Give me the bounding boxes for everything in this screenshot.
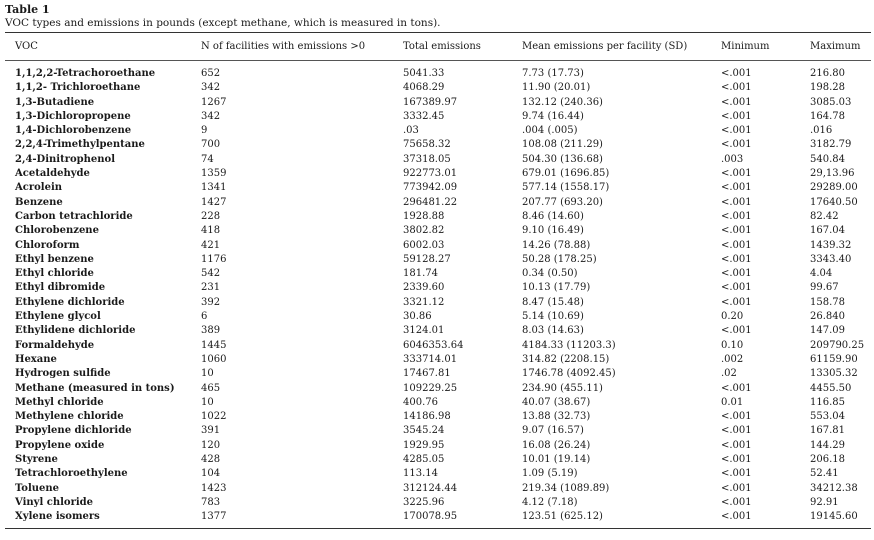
cell-voc-name: Ethyl dibromide — [15, 282, 106, 294]
table-row — [5, 239, 871, 253]
cell-total-emissions: 2339.60 — [403, 282, 445, 294]
cell-minimum: <.001 — [721, 82, 752, 94]
cell-voc-name: Styrene — [15, 454, 58, 466]
cell-total-emissions: 75658.32 — [403, 139, 451, 151]
table-row — [5, 196, 871, 210]
cell-n-facilities: 542 — [201, 268, 221, 280]
table-row — [5, 267, 871, 281]
cell-n-facilities: 10 — [201, 368, 214, 380]
cell-maximum: 99.67 — [810, 282, 839, 294]
cell-n-facilities: 465 — [201, 382, 221, 394]
cell-maximum: 209790.25 — [810, 339, 865, 351]
cell-minimum: <.001 — [721, 168, 752, 180]
table-row — [5, 424, 871, 438]
cell-maximum: 147.09 — [810, 325, 845, 337]
cell-total-emissions: 167389.97 — [403, 96, 458, 108]
cell-voc-name: Chlorobenzene — [15, 225, 99, 237]
table-row — [5, 367, 871, 381]
cell-voc-name: Toluene — [15, 482, 60, 494]
header-total-emissions: Total emissions — [403, 41, 481, 52]
table-bottom-rule — [5, 528, 871, 529]
cell-voc-name: Acrolein — [15, 182, 63, 194]
cell-n-facilities: 652 — [201, 68, 221, 79]
cell-maximum: 158.78 — [810, 296, 845, 308]
cell-voc-name: Ethylene dichloride — [15, 296, 125, 308]
cell-minimum: 0.20 — [721, 311, 744, 323]
cell-voc-name: Acetaldehyde — [15, 168, 90, 180]
cell-mean-emissions: 207.77 (693.20) — [522, 196, 603, 208]
cell-minimum: <.001 — [721, 425, 752, 437]
table-row — [5, 496, 871, 510]
cell-n-facilities: 1377 — [201, 511, 227, 523]
cell-minimum: <.001 — [721, 110, 752, 122]
cell-voc-name: Carbon tetrachloride — [15, 210, 133, 222]
table-row — [5, 324, 871, 338]
cell-total-emissions: 296481.22 — [403, 196, 458, 208]
table-row — [5, 296, 871, 310]
cell-voc-name: Chloroform — [15, 239, 80, 251]
cell-total-emissions: 170078.95 — [403, 511, 458, 523]
cell-minimum: <.001 — [721, 210, 752, 222]
table-row — [5, 253, 871, 267]
cell-voc-name: Ethylene glycol — [15, 311, 101, 323]
cell-n-facilities: 1060 — [201, 353, 227, 365]
cell-minimum: <.001 — [721, 282, 752, 294]
table-row — [5, 453, 871, 467]
cell-minimum: <.001 — [721, 96, 752, 108]
cell-maximum: 198.28 — [810, 82, 845, 94]
cell-n-facilities: 421 — [201, 239, 221, 251]
table-row — [5, 339, 871, 353]
cell-n-facilities: 418 — [201, 225, 221, 237]
cell-voc-name: Methylene chloride — [15, 411, 124, 423]
cell-mean-emissions: 504.30 (136.68) — [522, 153, 603, 165]
cell-maximum: 167.81 — [810, 425, 845, 437]
table-row — [5, 482, 871, 496]
cell-mean-emissions: 8.47 (15.48) — [522, 296, 584, 308]
cell-maximum: 116.85 — [810, 396, 845, 408]
cell-mean-emissions: 4.12 (7.18) — [522, 496, 578, 508]
cell-n-facilities: 231 — [201, 282, 221, 294]
cell-voc-name: Xylene isomers — [15, 511, 100, 523]
table-row — [5, 124, 871, 138]
table-body — [5, 67, 871, 525]
cell-maximum: 4455.50 — [810, 382, 852, 394]
cell-voc-name: Vinyl chloride — [15, 496, 93, 508]
cell-total-emissions: 6002.03 — [403, 239, 445, 251]
cell-minimum: .003 — [721, 153, 744, 165]
cell-minimum: .02 — [721, 368, 737, 380]
cell-maximum: 34212.38 — [810, 482, 858, 494]
cell-total-emissions: .03 — [403, 125, 419, 137]
cell-total-emissions: 113.14 — [403, 468, 438, 480]
cell-mean-emissions: 11.90 (20.01) — [522, 82, 591, 94]
table-label: Table 1 — [5, 3, 50, 16]
header-n-facilities: N of facilities with emissions >0 — [201, 41, 366, 52]
cell-maximum: 144.29 — [810, 439, 845, 451]
cell-maximum: 4.04 — [810, 268, 833, 280]
cell-total-emissions: 109229.25 — [403, 382, 458, 394]
cell-minimum: <.001 — [721, 454, 752, 466]
cell-maximum: 61159.90 — [810, 353, 858, 365]
table-row — [5, 382, 871, 396]
cell-voc-name: Hexane — [15, 353, 57, 365]
table-row — [5, 281, 871, 295]
table-row — [5, 153, 871, 167]
cell-voc-name: Ethylidene dichloride — [15, 325, 136, 337]
cell-minimum: <.001 — [721, 239, 752, 251]
cell-total-emissions: 3802.82 — [403, 225, 445, 237]
cell-minimum: <.001 — [721, 511, 752, 523]
cell-maximum: 167.04 — [810, 225, 845, 237]
cell-mean-emissions: 123.51 (625.12) — [522, 511, 603, 523]
cell-voc-name: Propylene oxide — [15, 439, 105, 451]
cell-total-emissions: 3545.24 — [403, 425, 445, 437]
table-row — [5, 410, 871, 424]
cell-minimum: <.001 — [721, 482, 752, 494]
cell-n-facilities: 428 — [201, 454, 221, 466]
cell-total-emissions: 3332.45 — [403, 110, 445, 122]
table-row — [5, 396, 871, 410]
cell-mean-emissions: 5.14 (10.69) — [522, 311, 584, 323]
cell-n-facilities: 120 — [201, 439, 221, 451]
table-row — [5, 81, 871, 95]
cell-minimum: <.001 — [721, 382, 752, 394]
cell-n-facilities: 9 — [201, 125, 208, 137]
cell-voc-name: 1,3-Butadiene — [15, 96, 95, 108]
cell-mean-emissions: 16.08 (26.24) — [522, 439, 591, 451]
table-row — [5, 353, 871, 367]
cell-total-emissions: 181.74 — [403, 268, 438, 280]
cell-minimum: <.001 — [721, 196, 752, 208]
table-row — [5, 110, 871, 124]
cell-maximum: 13305.32 — [810, 368, 858, 380]
table-container — [5, 3, 871, 529]
cell-total-emissions: 333714.01 — [403, 353, 458, 365]
cell-mean-emissions: 9.07 (16.57) — [522, 425, 584, 437]
cell-total-emissions: 1929.95 — [403, 439, 445, 451]
cell-total-emissions: 773942.09 — [403, 182, 458, 194]
cell-maximum: 3085.03 — [810, 96, 852, 108]
cell-n-facilities: 1341 — [201, 182, 227, 194]
cell-mean-emissions: 314.82 (2208.15) — [522, 353, 610, 365]
cell-minimum: <.001 — [721, 268, 752, 280]
cell-maximum: 3182.79 — [810, 139, 852, 151]
cell-n-facilities: 783 — [201, 496, 221, 508]
cell-total-emissions: 4068.29 — [403, 82, 445, 94]
cell-voc-name: Hydrogen sulfide — [15, 368, 111, 380]
table-row — [5, 210, 871, 224]
cell-n-facilities: 1359 — [201, 168, 227, 180]
cell-mean-emissions: 4184.33 (11203.3) — [522, 339, 616, 351]
cell-mean-emissions: .004 (.005) — [522, 125, 578, 137]
table-row — [5, 439, 871, 453]
cell-n-facilities: 700 — [201, 139, 221, 151]
cell-maximum: 82.42 — [810, 210, 839, 222]
cell-voc-name: Tetrachloroethylene — [15, 468, 128, 480]
cell-voc-name: Methane (measured in tons) — [15, 382, 175, 394]
cell-minimum: <.001 — [721, 182, 752, 194]
cell-total-emissions: 400.76 — [403, 396, 438, 408]
table-row — [5, 467, 871, 481]
cell-maximum: 3343.40 — [810, 253, 852, 265]
cell-minimum: <.001 — [721, 68, 752, 79]
cell-mean-emissions: 13.88 (32.73) — [522, 411, 591, 423]
cell-voc-name: Formaldehyde — [15, 339, 95, 351]
table-header-row — [5, 33, 871, 60]
cell-n-facilities: 342 — [201, 110, 221, 122]
cell-minimum: <.001 — [721, 496, 752, 508]
cell-maximum: 92.91 — [810, 496, 839, 508]
cell-total-emissions: 30.86 — [403, 311, 432, 323]
cell-n-facilities: 74 — [201, 153, 214, 165]
cell-mean-emissions: 7.73 (17.73) — [522, 68, 584, 79]
cell-n-facilities: 1267 — [201, 96, 227, 108]
cell-n-facilities: 1427 — [201, 196, 227, 208]
cell-mean-emissions: 14.26 (78.88) — [522, 239, 591, 251]
cell-mean-emissions: 50.28 (178.25) — [522, 253, 597, 265]
table-row — [5, 510, 871, 524]
cell-maximum: 29,13.96 — [810, 168, 855, 180]
cell-total-emissions: 3124.01 — [403, 325, 445, 337]
header-minimum: Minimum — [721, 41, 770, 52]
cell-n-facilities: 342 — [201, 82, 221, 94]
cell-n-facilities: 1423 — [201, 482, 227, 494]
cell-maximum: 29289.00 — [810, 182, 858, 194]
cell-n-facilities: 1022 — [201, 411, 227, 423]
cell-n-facilities: 391 — [201, 425, 221, 437]
cell-mean-emissions: 10.13 (17.79) — [522, 282, 591, 294]
cell-voc-name: Ethyl chloride — [15, 268, 94, 280]
cell-voc-name: 2,2,4-Trimethylpentane — [15, 139, 145, 151]
cell-total-emissions: 1928.88 — [403, 210, 445, 222]
cell-total-emissions: 312124.44 — [403, 482, 458, 494]
header-voc: VOC — [15, 41, 38, 52]
cell-mean-emissions: 679.01 (1696.85) — [522, 168, 610, 180]
cell-total-emissions: 3225.96 — [403, 496, 445, 508]
cell-minimum: <.001 — [721, 468, 752, 480]
cell-minimum: <.001 — [721, 253, 752, 265]
cell-mean-emissions: 219.34 (1089.89) — [522, 482, 610, 494]
cell-maximum: .016 — [810, 125, 833, 137]
cell-mean-emissions: 1.09 (5.19) — [522, 468, 578, 480]
cell-n-facilities: 392 — [201, 296, 221, 308]
cell-maximum: 19145.60 — [810, 511, 858, 523]
cell-mean-emissions: 8.03 (14.63) — [522, 325, 584, 337]
cell-maximum: 540.84 — [810, 153, 845, 165]
cell-minimum: <.001 — [721, 296, 752, 308]
table-row — [5, 67, 871, 81]
cell-maximum: 164.78 — [810, 110, 845, 122]
cell-mean-emissions: 1746.78 (4092.45) — [522, 368, 616, 380]
cell-total-emissions: 3321.12 — [403, 296, 445, 308]
cell-voc-name: Benzene — [15, 196, 63, 208]
cell-maximum: 206.18 — [810, 454, 845, 466]
table-row — [5, 181, 871, 195]
cell-voc-name: 1,4-Dichlorobenzene — [15, 125, 132, 137]
cell-minimum: 0.10 — [721, 339, 744, 351]
cell-total-emissions: 5041.33 — [403, 68, 445, 79]
cell-voc-name: 1,1,2,2-Tetrachoroethane — [15, 68, 156, 79]
cell-mean-emissions: 9.10 (16.49) — [522, 225, 584, 237]
cell-maximum: 17640.50 — [810, 196, 858, 208]
cell-n-facilities: 104 — [201, 468, 221, 480]
cell-total-emissions: 4285.05 — [403, 454, 445, 466]
table-caption: VOC types and emissions in pounds (except methane, which is measured in tons). — [5, 17, 441, 29]
cell-mean-emissions: 8.46 (14.60) — [522, 210, 584, 222]
table-row — [5, 138, 871, 152]
cell-minimum: 0.01 — [721, 396, 744, 408]
cell-minimum: .002 — [721, 353, 744, 365]
cell-mean-emissions: 577.14 (1558.17) — [522, 182, 610, 194]
cell-total-emissions: 922773.01 — [403, 168, 458, 180]
cell-total-emissions: 37318.05 — [403, 153, 451, 165]
header-mean-emissions: Mean emissions per facility (SD) — [522, 41, 688, 52]
table-row — [5, 96, 871, 110]
cell-mean-emissions: 40.07 (38.67) — [522, 396, 591, 408]
cell-n-facilities: 10 — [201, 396, 214, 408]
cell-maximum: 52.41 — [810, 468, 839, 480]
cell-voc-name: 1,3-Dichloropropene — [15, 110, 131, 122]
cell-voc-name: Propylene dichloride — [15, 425, 132, 437]
cell-maximum: 26.840 — [810, 311, 845, 323]
cell-voc-name: Ethyl benzene — [15, 253, 94, 265]
header-maximum: Maximum — [810, 41, 861, 52]
cell-mean-emissions: 9.74 (16.44) — [522, 110, 584, 122]
cell-mean-emissions: 10.01 (19.14) — [522, 454, 591, 466]
cell-n-facilities: 1176 — [201, 253, 227, 265]
cell-n-facilities: 228 — [201, 210, 221, 222]
cell-minimum: <.001 — [721, 225, 752, 237]
cell-maximum: 553.04 — [810, 411, 845, 423]
cell-n-facilities: 6 — [201, 311, 208, 323]
cell-minimum: <.001 — [721, 325, 752, 337]
cell-total-emissions: 59128.27 — [403, 253, 451, 265]
table-row — [5, 224, 871, 238]
cell-total-emissions: 17467.81 — [403, 368, 451, 380]
cell-voc-name: Methyl chloride — [15, 396, 104, 408]
cell-maximum: 216.80 — [810, 68, 845, 79]
cell-voc-name: 1,1,2- Trichloroethane — [15, 82, 141, 94]
cell-n-facilities: 389 — [201, 325, 221, 337]
cell-minimum: <.001 — [721, 139, 752, 151]
cell-minimum: <.001 — [721, 125, 752, 137]
cell-maximum: 1439.32 — [810, 239, 852, 251]
cell-total-emissions: 6046353.64 — [403, 339, 464, 351]
cell-mean-emissions: 234.90 (455.11) — [522, 382, 603, 394]
cell-voc-name: 2,4-Dinitrophenol — [15, 153, 116, 165]
table-row — [5, 310, 871, 324]
table-row — [5, 167, 871, 181]
cell-minimum: <.001 — [721, 411, 752, 423]
cell-minimum: <.001 — [721, 439, 752, 451]
cell-mean-emissions: 132.12 (240.36) — [522, 96, 603, 108]
cell-n-facilities: 1445 — [201, 339, 227, 351]
cell-mean-emissions: 108.08 (211.29) — [522, 139, 603, 151]
cell-total-emissions: 14186.98 — [403, 411, 451, 423]
cell-mean-emissions: 0.34 (0.50) — [522, 268, 578, 280]
